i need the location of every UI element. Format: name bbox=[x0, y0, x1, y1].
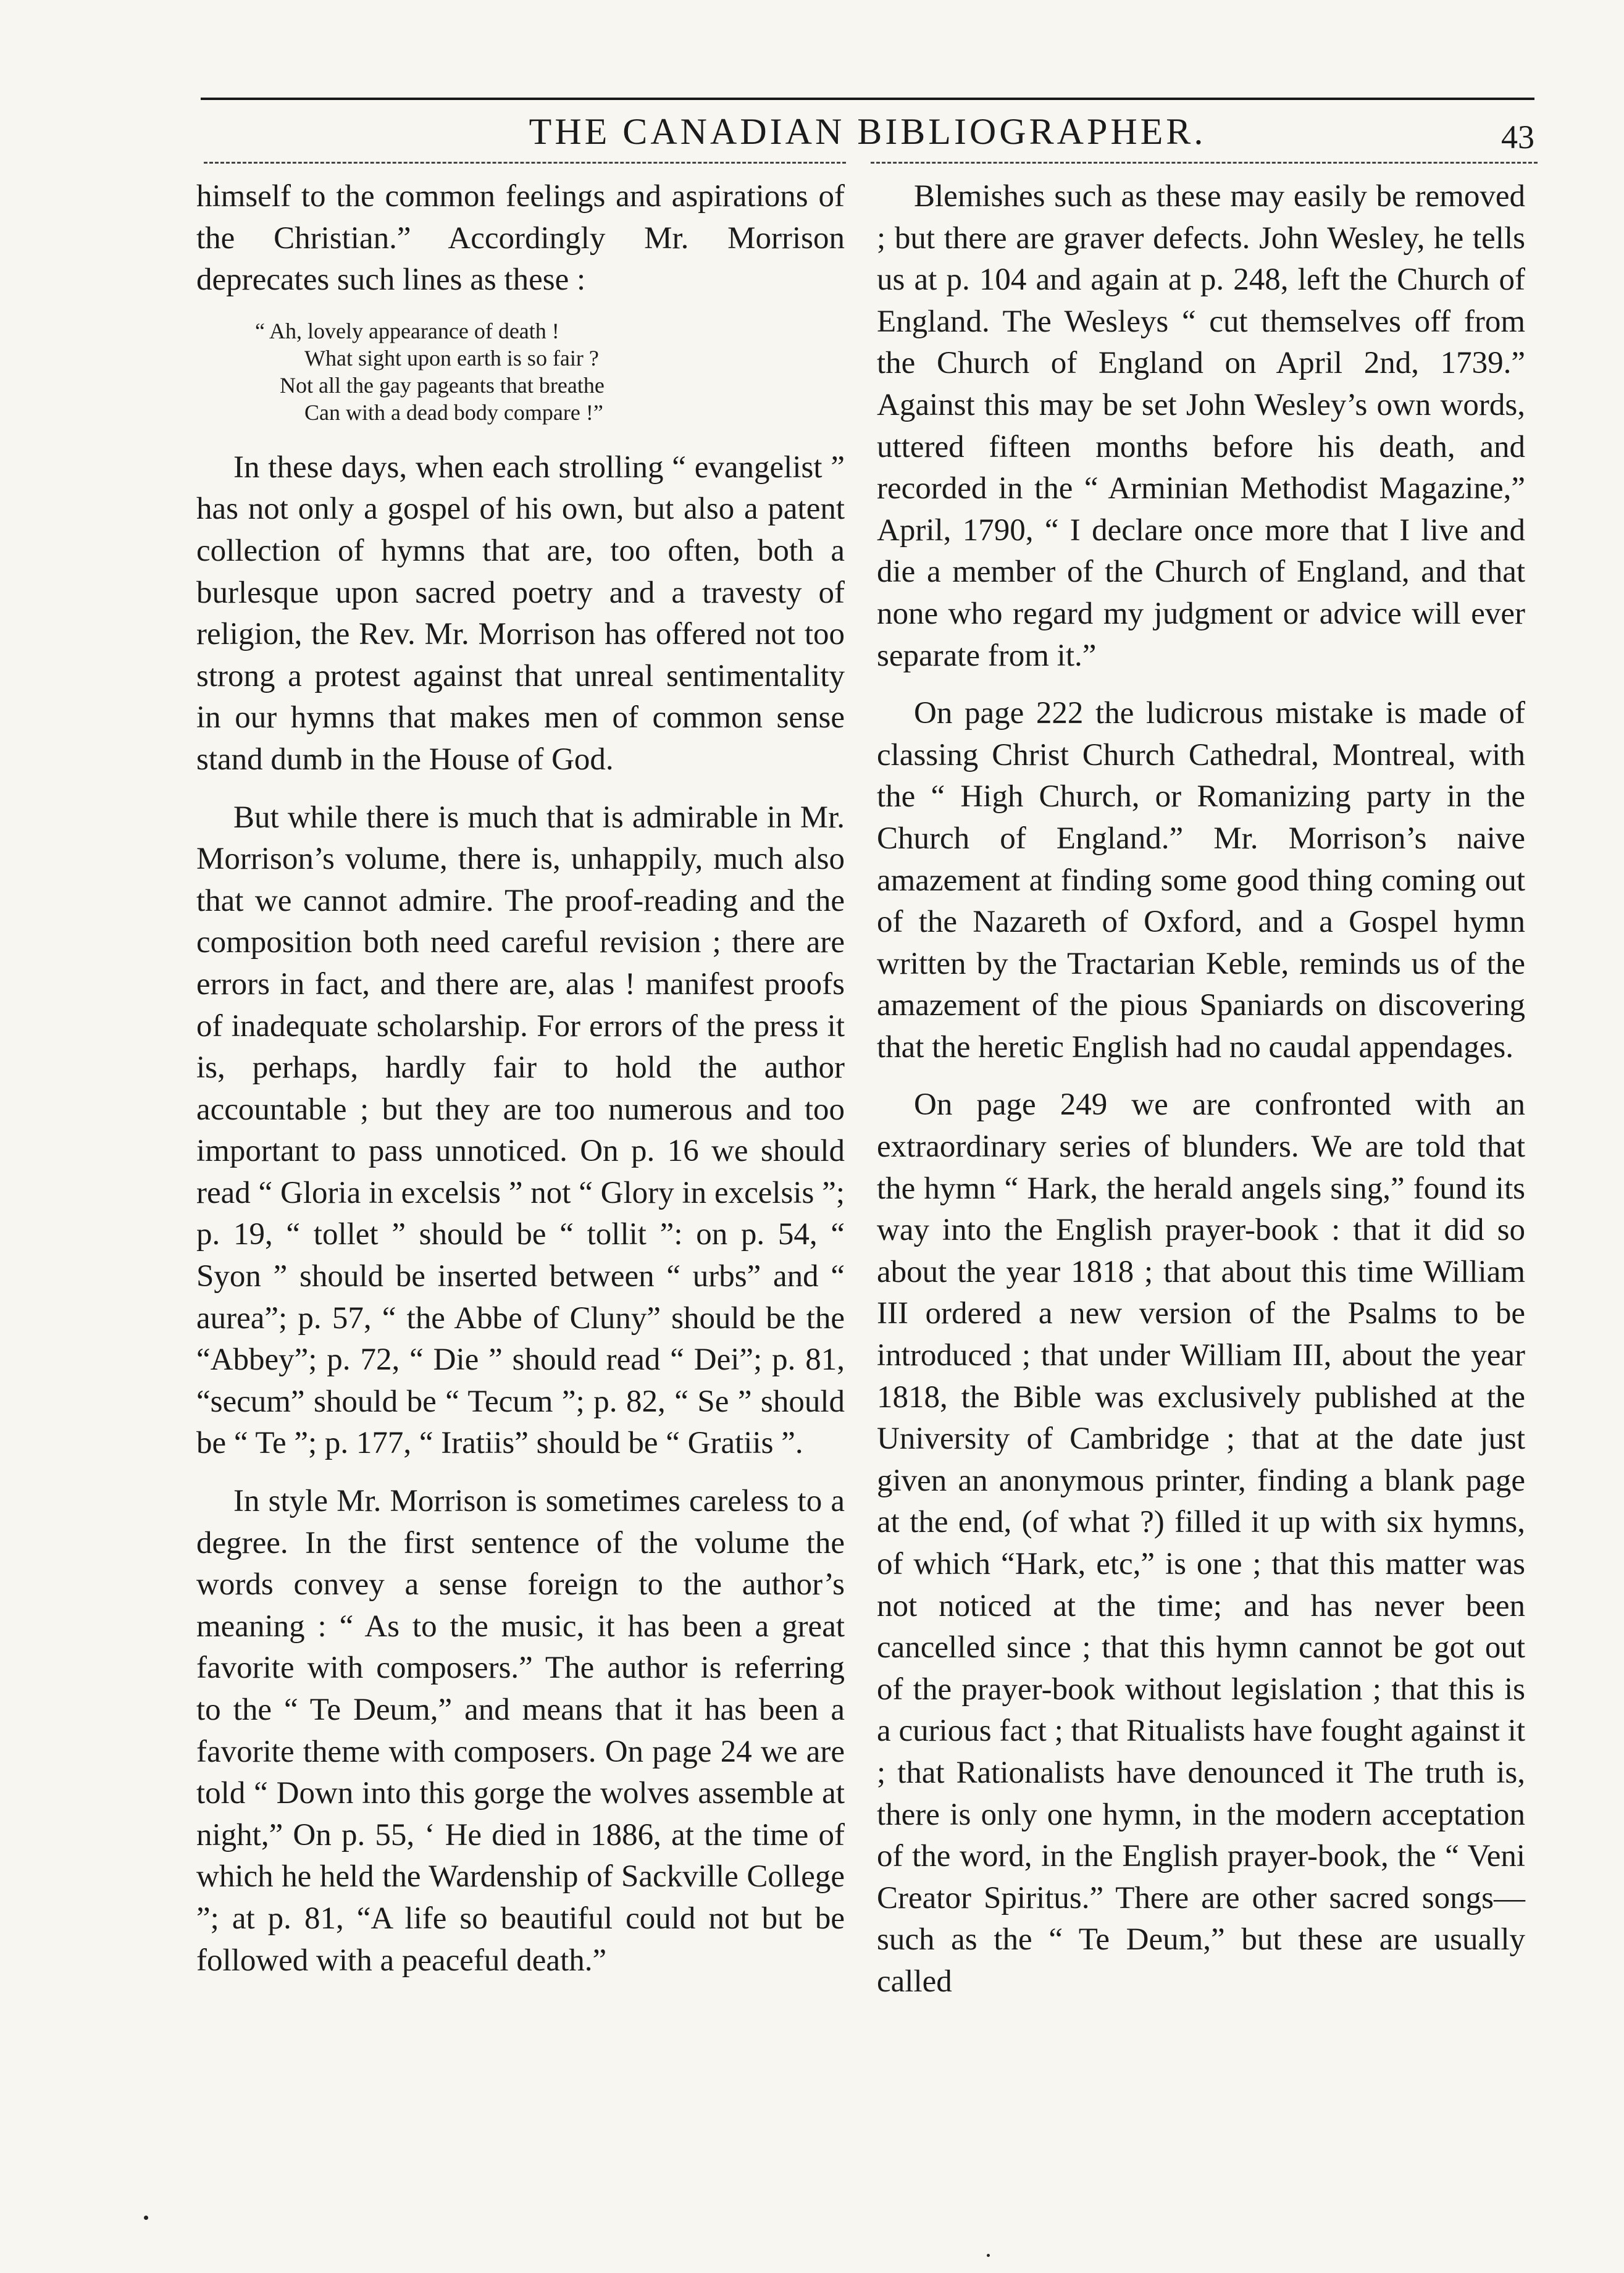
verse-line: “ Ah, lovely appearance of death ! bbox=[255, 318, 559, 343]
right-column bbox=[877, 176, 1525, 2019]
paragraph: On page 249 we are confronted with an extraordinary series of blunders. We are told that the hymn “ Hark, the herald angels sing,” found its way into the English prayer-book : that it did so about the year 1818 ; that about this time William III ordered a new version of the Psalms to be introduced ; that under William III, about the year 1818, the Bible was exclusively published at the University of Cambridge ; that at the date just given an anonymous printer, finding a blank page at the end, (of what ?) filled it up with six hymns, of which “Hark, etc,” is one ; that this matter was not noticed at the time; and has never been cancelled since ; that this hymn cannot be got out of the prayer-book without legislation ; that this is a curious fact ; that Ritualists have fought against it ; that Rationalists have denounced it The truth is, there is only one hymn, in the modern acceptation of the word, in the English prayer-book, the “ Veni Creator Spiritus.” There are other sacred songs—such as the “ Te Deum,” but these are usually called bbox=[877, 1087, 1525, 1999]
paragraph: In these days, when each strolling “ evangelist ” has not only a gospel of his own, but also a patent collection of hymns that are, too often, both a burlesque upon sacred poetry and a travesty of religion, the Rev. Mr. Morrison has offered not too strong a protest against that unreal sentimentality in our hymns that makes men of common sense stand dumb in the House of God. bbox=[196, 450, 845, 777]
quoted-verse bbox=[196, 317, 845, 426]
header-rule bbox=[201, 98, 1534, 100]
paragraph: Blemishes such as these may easily be removed ; but there are graver defects. John Wesley, he tells us at p. 104 and again at p. 248, left the Church of England. The Wesleys “ cut themselves off from the Church of England on April 2nd, 1739.” Against this may be set John Wesley’s own words, uttered fifteen months before his death, and recorded in the “ Arminian Methodist Magazine,” April, 1790, “ I declare once more that I live and die a member of the Church of England, and that none who regard my judgment or advice will ever separate from it.” bbox=[877, 179, 1525, 673]
paragraph: But while there is much that is admirable in Mr. Morrison’s volume, there is, unhappily, much also that we cannot admire. The proof-reading and the composition both need careful revision ; there are errors in fact, and there are, alas ! manifest proofs of inadequate scholarship. For errors of the press it is, perhaps, hardly fair to hold the author accountable ; but they are too numerous and too important to pass unnoticed. On p. 16 we should read “ Gloria in excelsis ” not “ Glory in excelsis ”; p. 19, “ tollet ” should be “ tollit ”: on p. 54, “ Syon ” should be inserted between “ urbs” and “ aurea”; p. 57, “ the Abbe of Cluny” should be the “Abbey”; p. 72, “ Die ” should read “ Dei”; p. 81, “secum” should be “ Tecum ”; p. 82, “ Se ” should be “ Te ”; p. 177, “ Iratiis” should be “ Gratiis ”. bbox=[196, 800, 845, 1461]
page-number: 43 bbox=[1501, 119, 1534, 156]
verse-line: Not all the gay pageants that breathe bbox=[280, 372, 605, 398]
paragraph: himself to the common feelings and aspirations of the Christian.” Accordingly Mr. Morrison deprecates such lines as these : bbox=[196, 179, 845, 298]
verse-line: What sight upon earth is so fair ? bbox=[304, 345, 599, 370]
paragraph: On page 222 the ludicrous mistake is made of classing Christ Church Cathedral, Montreal, with the “ High Church, or Romanizing party in the Church of England.” Mr. Morrison’s naive amazement at finding some good thing coming out of the Nazareth of Oxford, and a Gospel hymn written by the Tractarian Keble, reminds us of the amazement of the pious Spaniards on discovering that the heretic English had no caudal appendages. bbox=[877, 696, 1525, 1065]
ink-speck bbox=[987, 2254, 990, 2257]
left-column bbox=[196, 176, 845, 1998]
running-head: THE CANADIAN BIBLIOGRAPHER. bbox=[529, 111, 1207, 152]
header-subrule-left bbox=[204, 162, 846, 164]
header-subrule-right bbox=[871, 162, 1538, 164]
verse-line: Can with a dead body compare !” bbox=[304, 400, 603, 425]
ink-speck bbox=[144, 2216, 148, 2220]
paragraph: In style Mr. Morrison is sometimes careless to a degree. In the first sentence of the volume the words convey a sense foreign to the author’s meaning : “ As to the music, it has been a great favorite with composers.” The author is referring to the “ Te Deum,” and means that it has been a favorite theme with composers. On page 24 we are told “ Down into this gorge the wolves assemble at night,” On p. 55, ‘ He died in 1886, at the time of which he held the Wardenship of Sackville College ”; at p. 81, “A life so beautiful could not but be followed with a peaceful death.” bbox=[196, 1484, 845, 1978]
